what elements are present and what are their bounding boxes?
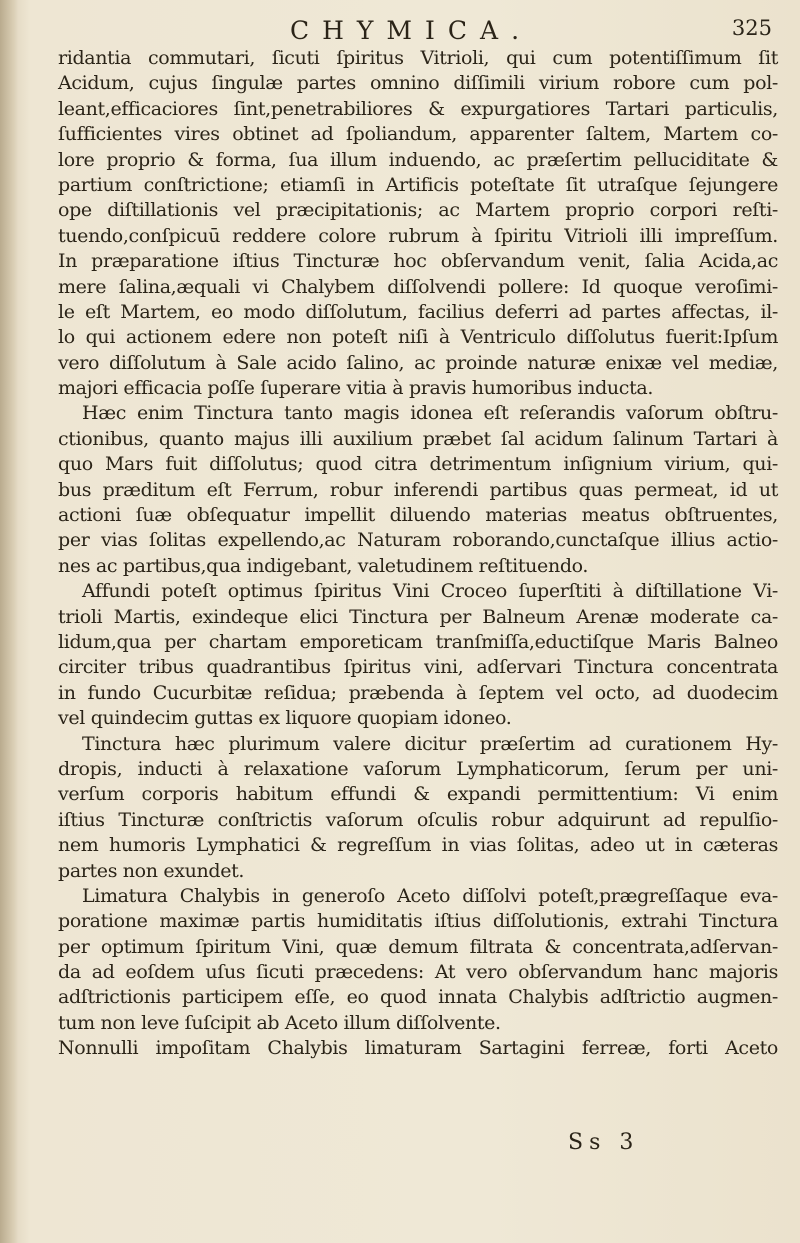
text-line: Affundi poteſt optimus ſpiritus Vini Croceo ſuperſtiti à diſtillatione Vi- [82,580,778,603]
text-line: Tinctura hæc plurimum valere dicitur præſertim ad curationem Hy- [82,732,778,755]
text-line: circiter tribus quadrantibus ſpiritus vini, adſervari Tinctura concentrata [58,656,778,679]
text-line: verſum corporis habitum effundi & expandi permittentium: Vi enim [58,783,778,806]
text-line: Limatura Chalybis in generoſo Aceto diſſolvi poteſt,prægreſſaque eva- [82,884,778,907]
text-line: Nonnulli impoſitam Chalybis limaturam Sartagini ferreæ, forti Aceto [58,1037,778,1060]
text-line: da ad eoſdem uſus ſicuti præcedens: At vero obſervandum hanc majoris [58,961,778,984]
text-line: ope diſtillationis vel præcipitationis; ac Martem proprio corpori reſti- [58,199,778,222]
text-line: dropis, inducti à relaxatione vaſorum Lymphaticorum, ſerum per uni- [58,757,778,780]
text-line: trioli Martis, exindeque elici Tinctura per Balneum Arenæ moderate ca- [58,605,778,628]
text-line: partes non exundet. [58,859,245,882]
text-line: mere ſalina,æquali vi Chalybem diſſolvendi pollere: Id quoque veroſimi- [58,275,778,298]
page-number: 325 [731,16,772,40]
text-line: In præparatione iſtius Tincturæ hoc obſervandum venit, ſalia Acida,ac [58,250,778,273]
text-line: ctionibus, quanto majus illi auxilium præbet ſal acidum ſalinum Tartari à [58,427,778,450]
signature-mark: Ss 3 [568,1130,640,1155]
text-line: lidum,qua per chartam emporeticam tranſmiſſa,eductiſque Maris Balneo [58,630,778,653]
text-line: nem humoris Lymphatici & regreſſum in vias ſolitas, adeo ut in cæteras [58,834,778,857]
page-footer [560,1128,680,1160]
text-line: actioni ſuæ obſequatur impellit diluendo materias meatus obſtruentes, [58,504,778,527]
text-line: adſtrictionis participem eſſe, eo quod innata Chalybis adſtrictio augmen- [58,986,778,1009]
text-line: lo qui actionem edere non poteſt niſi à Ventriculo diſſolutus fuerit:Ipſum [58,326,778,349]
text-line: partium conſtrictione; etiamſi in Artificis poteſtate ſit utraſque ſejungere [58,173,778,196]
text-line: Hæc enim Tinctura tanto magis idonea eſt reſerandis vaſorum obſtru- [82,402,778,425]
text-line: tum non leve ſuſcipit ab Aceto illum diſſolvente. [58,1011,501,1034]
text-line: ſufficientes vires obtinet ad ſpoliandum, apparenter ſaltem, Martem co- [58,123,778,146]
text-line: per vias ſolitas expellendo,ac Naturam roborando,cunctaſque illius actio- [58,529,778,552]
text-line: ridantia commutari, ſicuti ſpiritus Vitrioli, qui cum potentiſſimum ſit [58,47,778,69]
running-title: CHYMICA. [290,16,533,45]
text-line: Acidum, cujus ſingulæ partes omnino diſſimili virium robore cum pol- [58,72,778,95]
text-line: tuendo,conſpicuū reddere colore rubrum à ſpiritu Vitrioli illi impreſſum. [58,224,778,247]
text-line: lore proprio & forma, ſua illum induendo, ac præſertim pelluciditate & [58,148,778,171]
text-line: in fundo Cucurbitæ reſidua; præbenda à ſeptem vel octo, ad duodecim [58,681,778,704]
text-line: majori efficacia poſſe ſuperare vitia à pravis humoribus inducta. [58,377,654,400]
page-header [62,12,772,48]
text-line: per optimum ſpiritum Vini, quæ demum filtrata & concentrata,adſervan- [58,935,778,958]
text-line: leant,efficaciores ſint,penetrabiliores & expurgatiores Tartari particulis, [58,97,778,120]
text-line: quo Mars fuit diſſolutus; quod citra detrimentum inſignium virium, qui- [58,453,778,476]
text-line: le eſt Martem, eo modo diſſolutum, facilius deferri ad partes affectas, il- [58,300,778,323]
text-line: nes ac partibus,qua indigebant, valetudinem reſtituendo. [58,554,589,577]
text-line: iſtius Tincturæ conſtrictis vaſorum oſculis robur adquirunt ad repulſio- [58,808,778,831]
text-line: vero diſſolutum à Sale acido ſalino, ac proinde naturæ enixæ vel mediæ, [58,351,778,374]
page-gutter-shadow [0,0,18,1243]
text-line: poratione maximæ partis humiditatis iſtius diſſolutionis, extrahi Tinctura [58,910,778,933]
text-line: vel quindecim guttas ex liquore quopiam idoneo. [58,707,512,730]
body-text [58,46,778,1062]
text-line: bus præditum eſt Ferrum, robur inferendi partibus quas permeat, id ut [58,478,778,501]
